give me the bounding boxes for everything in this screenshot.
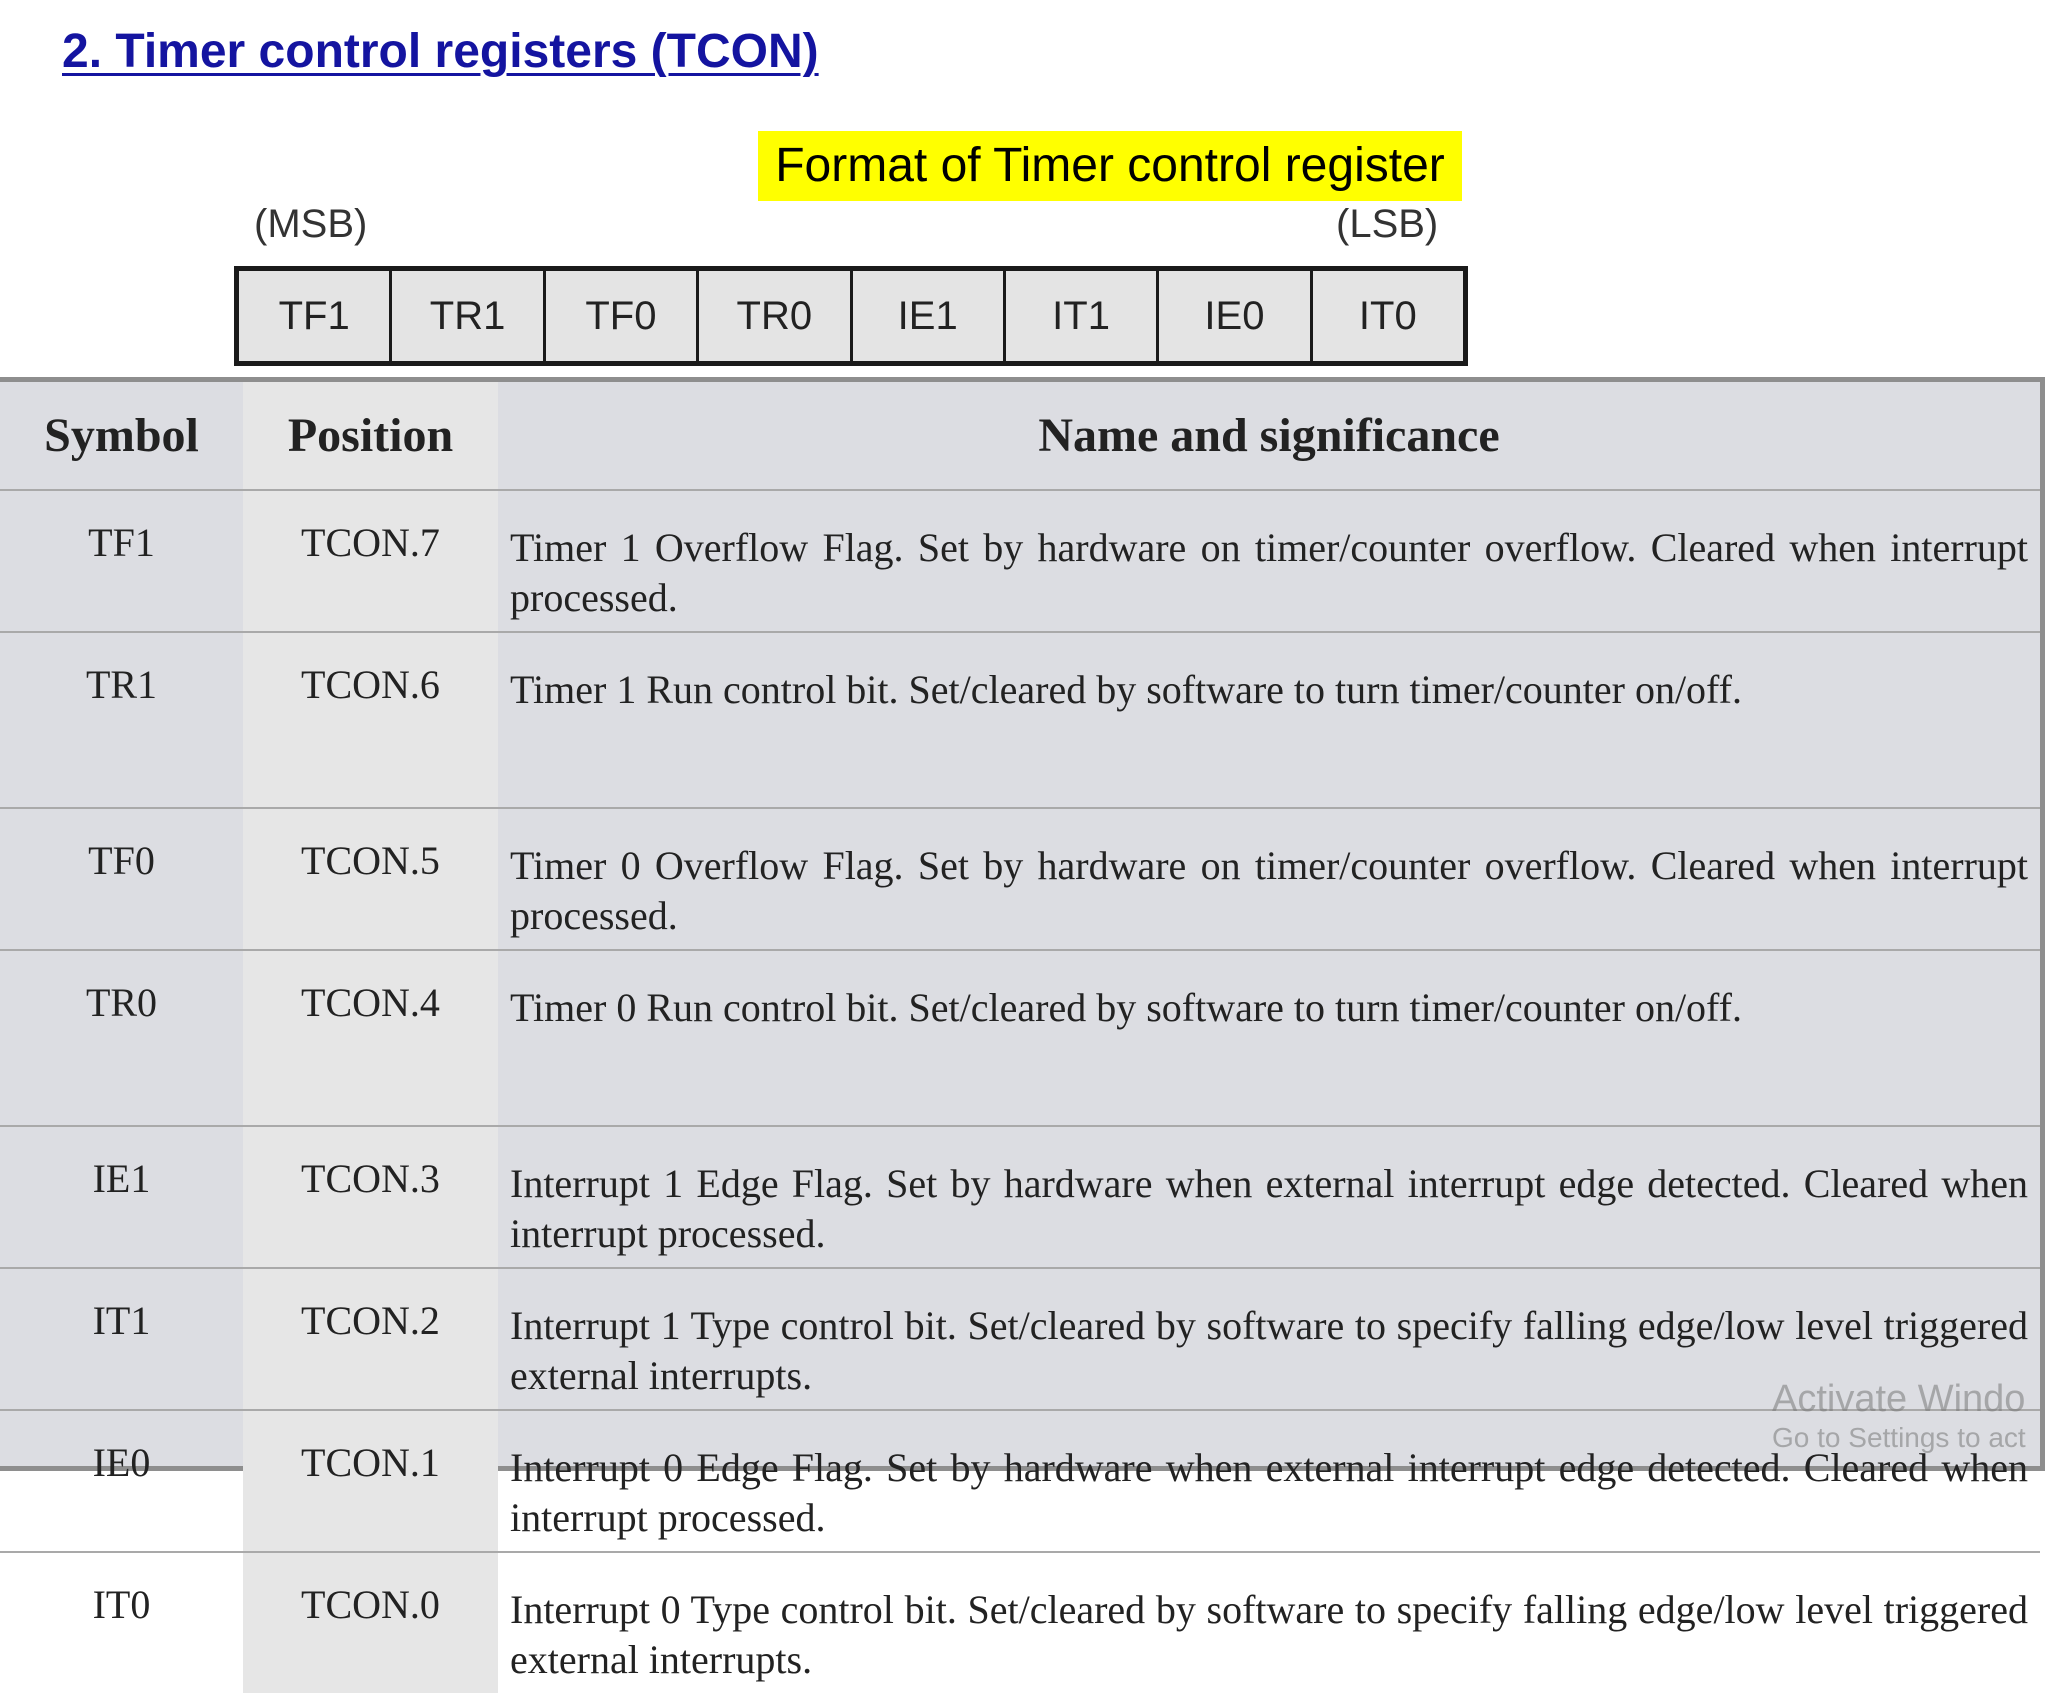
row-symbol: TF1 xyxy=(0,490,243,632)
row-position: TCON.6 xyxy=(243,632,498,808)
register-format-box xyxy=(234,266,1468,366)
row-position: TCON.3 xyxy=(243,1126,498,1268)
table-row xyxy=(0,1552,2040,1693)
table-row xyxy=(0,1410,2040,1552)
header-name-significance: Name and significance xyxy=(498,382,2040,490)
watermark-line-2: Go to Settings to act xyxy=(1772,1421,2026,1453)
row-symbol: IE0 xyxy=(0,1410,243,1552)
row-position: TCON.2 xyxy=(243,1268,498,1410)
row-description: Timer 0 Overflow Flag. Set by hardware on timer/counter overflow. Cleared when interrupt processed. xyxy=(498,808,2040,950)
row-description: Interrupt 1 Type control bit. Set/cleared by software to specify falling edge/low level triggered external interrupts. xyxy=(498,1268,2040,1410)
register-bit-ie0: IE0 xyxy=(1159,271,1312,361)
row-position: TCON.4 xyxy=(243,950,498,1126)
format-caption: Format of Timer control register xyxy=(758,131,1462,201)
table-row xyxy=(0,1126,2040,1268)
table-row xyxy=(0,632,2040,808)
row-description: Timer 0 Run control bit. Set/cleared by software to turn timer/counter on/off. xyxy=(498,950,2040,1126)
row-position: TCON.7 xyxy=(243,490,498,632)
register-bit-tr1: TR1 xyxy=(392,271,545,361)
watermark-line-1: Activate Windo xyxy=(1772,1378,2026,1420)
bit-description-table xyxy=(0,377,2045,1682)
table-row xyxy=(0,490,2040,632)
table-row xyxy=(0,808,2040,950)
register-bit-tr0: TR0 xyxy=(699,271,852,361)
row-symbol: IE1 xyxy=(0,1126,243,1268)
msb-label: (MSB) xyxy=(254,202,368,246)
register-bit-it1: IT1 xyxy=(1006,271,1159,361)
row-description: Timer 1 Run control bit. Set/cleared by software to turn timer/counter on/off. xyxy=(498,632,2040,808)
register-bit-ie1: IE1 xyxy=(853,271,1006,361)
table-header-row xyxy=(0,382,2040,490)
row-description: Interrupt 0 Type control bit. Set/cleared by software to specify falling edge/low level triggered external interrupts. xyxy=(498,1552,2040,1693)
header-position: Position xyxy=(243,382,498,490)
row-symbol: IT0 xyxy=(0,1552,243,1693)
row-position: TCON.1 xyxy=(243,1410,498,1552)
row-symbol: IT1 xyxy=(0,1268,243,1410)
row-description: Interrupt 1 Edge Flag. Set by hardware when external interrupt edge detected. Cleared when interrupt processed. xyxy=(498,1126,2040,1268)
row-symbol: TR1 xyxy=(0,632,243,808)
row-description: Interrupt 0 Edge Flag. Set by hardware when external interrupt edge detected. Cleared when interrupt processed. xyxy=(498,1410,2040,1552)
row-position: TCON.0 xyxy=(243,1552,498,1693)
register-bit-tf1: TF1 xyxy=(239,271,392,361)
row-symbol: TR0 xyxy=(0,950,243,1126)
header-symbol: Symbol xyxy=(0,382,243,490)
slide-title: 2. Timer control registers (TCON) xyxy=(62,25,819,78)
table-row xyxy=(0,1268,2040,1410)
table-row xyxy=(0,950,2040,1126)
row-symbol: TF0 xyxy=(0,808,243,950)
windows-activation-watermark xyxy=(1772,1378,2026,1454)
row-position: TCON.5 xyxy=(243,808,498,950)
lsb-label: (LSB) xyxy=(1336,202,1439,246)
register-bit-tf0: TF0 xyxy=(546,271,699,361)
register-bit-it0: IT0 xyxy=(1358,293,1417,338)
row-description: Timer 1 Overflow Flag. Set by hardware on timer/counter overflow. Cleared when interrupt processed. xyxy=(498,490,2040,632)
